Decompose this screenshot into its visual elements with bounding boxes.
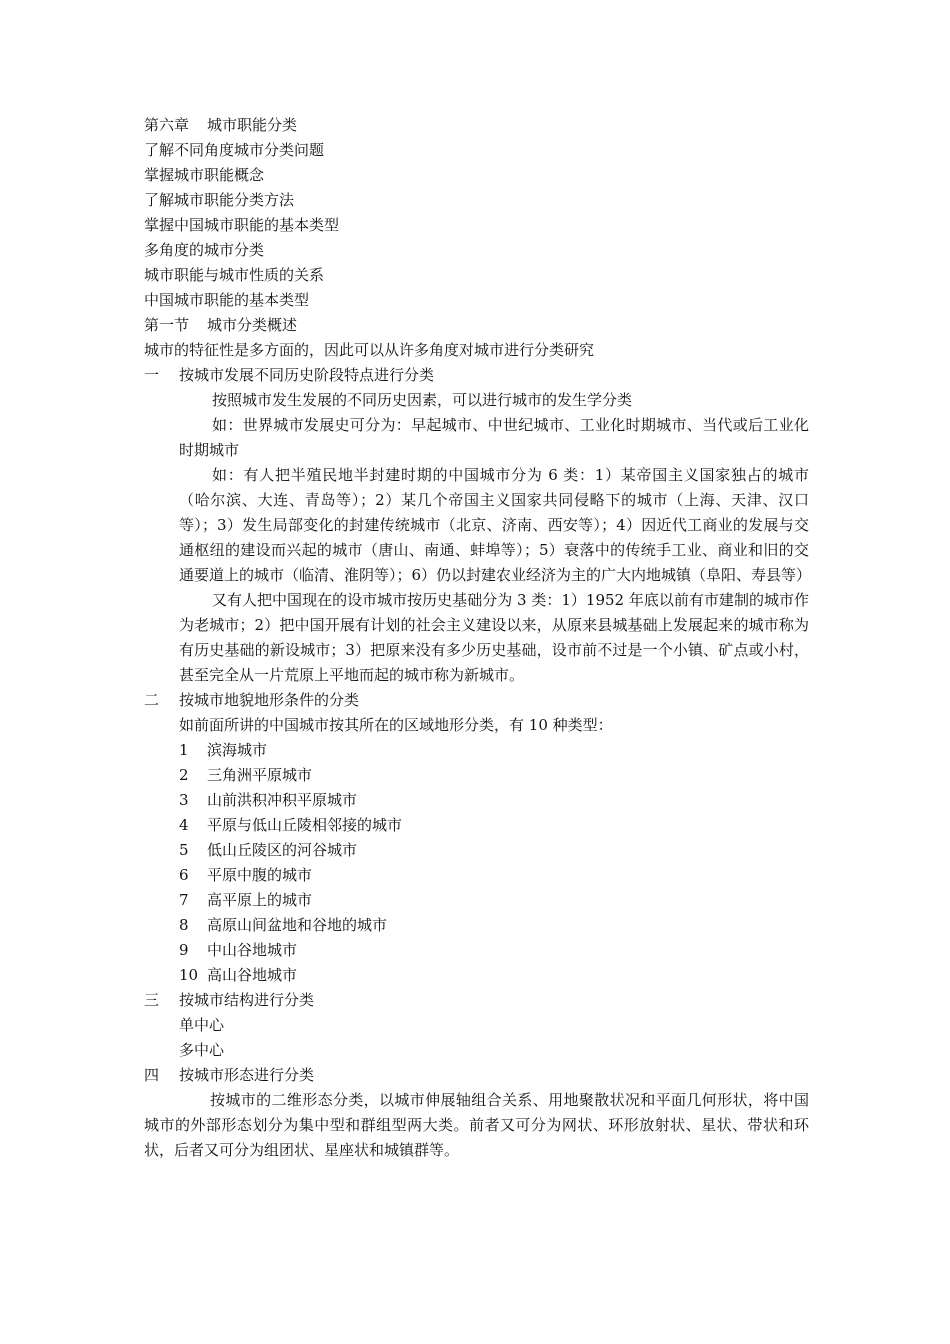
paragraph: 按照城市发生发展的不同历史因素，可以进行城市的发生学分类	[212, 391, 633, 409]
part-heading-2	[144, 688, 809, 713]
list-item	[144, 938, 809, 963]
part-title: 按城市地貌地形条件的分类	[179, 691, 360, 709]
list-text: 中山谷地城市	[207, 941, 298, 959]
list-text: 滨海城市	[207, 741, 268, 759]
section-title: 城市分类概述	[207, 316, 298, 334]
chapter-label: 第六章	[144, 116, 190, 134]
part-number: 四	[144, 1066, 160, 1084]
part-heading-3	[144, 988, 809, 1013]
part-number: 一	[144, 366, 160, 384]
objective-line: 了解不同角度城市分类问题	[144, 141, 325, 159]
list-text: 平原与低山丘陵相邻接的城市	[207, 816, 403, 834]
part-number: 三	[144, 991, 160, 1009]
objective-line: 城市职能与城市性质的关系	[144, 266, 325, 284]
list-number: 2	[179, 766, 189, 784]
part-heading-1	[144, 363, 809, 388]
list-number: 6	[179, 866, 189, 884]
part-title: 按城市结构进行分类	[179, 991, 315, 1009]
objective-line: 掌握城市职能概念	[144, 166, 265, 184]
list-text: 平原中腹的城市	[207, 866, 313, 884]
part-title: 按城市发展不同历史阶段特点进行分类	[179, 366, 435, 384]
list-item	[144, 763, 809, 788]
list-number: 8	[179, 916, 189, 934]
list-number: 7	[179, 891, 189, 909]
objective-line: 多角度的城市分类	[144, 241, 265, 259]
paragraph: 如：世界城市发展史可分为：早起城市、中世纪城市、工业化时期城市、当代或后工业化时期城市	[179, 416, 809, 459]
objective-line: 了解城市职能分类方法	[144, 191, 295, 209]
list-text: 低山丘陵区的河谷城市	[207, 841, 358, 859]
document-page	[144, 113, 812, 1163]
objective-line: 掌握中国城市职能的基本类型	[144, 216, 340, 234]
paragraph: 又有人把中国现在的设市城市按历史基础分为 3 类：1）1952 年底以前有市建制的城市作为老城市；2）把中国开展有计划的社会主义建设以来，从原来县城基础上发展起来的城市称为有历史基础的新设城市；3）把原来没有多少历史基础，设市前不过是一个小镇、矿点或小村，甚至完全从一片荒原上平地而起的城市称为新城市。	[179, 591, 809, 684]
part-title: 按城市形态进行分类	[179, 1066, 315, 1084]
list-number: 4	[179, 816, 189, 834]
list-text: 高原山间盆地和谷地的城市	[207, 916, 388, 934]
paragraph: 如：有人把半殖民地半封建时期的中国城市分为 6 类：1）某帝国主义国家独占的城市（哈尔滨、大连、青岛等）；2）某几个帝国主义国家共同侵略下的城市（上海、天津、汉口等）；3）发生局部变化的封建传统城市（北京、济南、西安等）；4）因近代工商业的发展与交通枢纽的建设而兴起的城市（唐山、南通、蚌埠等）；5）衰落中的传统手工业、商业和旧的交通要道上的城市（临清、淮阴等）；6）仍以封建农业经济为主的广大内地城镇（阜阳、寿县等）	[179, 466, 812, 584]
list-number: 5	[179, 841, 189, 859]
section-label: 第一节	[144, 316, 190, 334]
list-item	[144, 738, 809, 763]
list-text: 高山谷地城市	[207, 966, 298, 984]
paragraph: 如前面所讲的中国城市按其所在的区域地形分类，有 10 种类型：	[179, 716, 613, 734]
list-item	[144, 813, 809, 838]
list-number: 9	[179, 941, 189, 959]
list-item	[144, 963, 809, 988]
list-text: 山前洪积冲积平原城市	[207, 791, 358, 809]
section-heading	[144, 313, 809, 338]
list-text: 三角洲平原城市	[207, 766, 313, 784]
paragraph: 按城市的二维形态分类，以城市伸展轴组合关系、用地聚散状况和平面几何形状，将中国城市的外部形态划分为集中型和群组型两大类。前者又可分为网状、环形放射状、星状、带状和环状，后者又可分为组团状、星座状和城镇群等。	[144, 1091, 809, 1159]
list-item	[144, 888, 809, 913]
objective-line: 中国城市职能的基本类型	[144, 291, 310, 309]
part-number: 二	[144, 691, 160, 709]
list-text: 高平原上的城市	[207, 891, 313, 909]
list-number: 3	[179, 791, 189, 809]
chapter-title: 城市职能分类	[207, 116, 298, 134]
list-item	[144, 788, 809, 813]
list-number: 10	[179, 966, 199, 984]
list-item	[144, 838, 809, 863]
section-intro: 城市的特征性是多方面的，因此可以从许多角度对城市进行分类研究	[144, 341, 595, 359]
list-item: 单中心	[179, 1016, 225, 1034]
part-heading-4	[144, 1063, 809, 1088]
list-item	[144, 863, 809, 888]
list-item	[144, 913, 809, 938]
list-number: 1	[179, 741, 189, 759]
list-item: 多中心	[179, 1041, 225, 1059]
chapter-heading	[144, 113, 809, 138]
